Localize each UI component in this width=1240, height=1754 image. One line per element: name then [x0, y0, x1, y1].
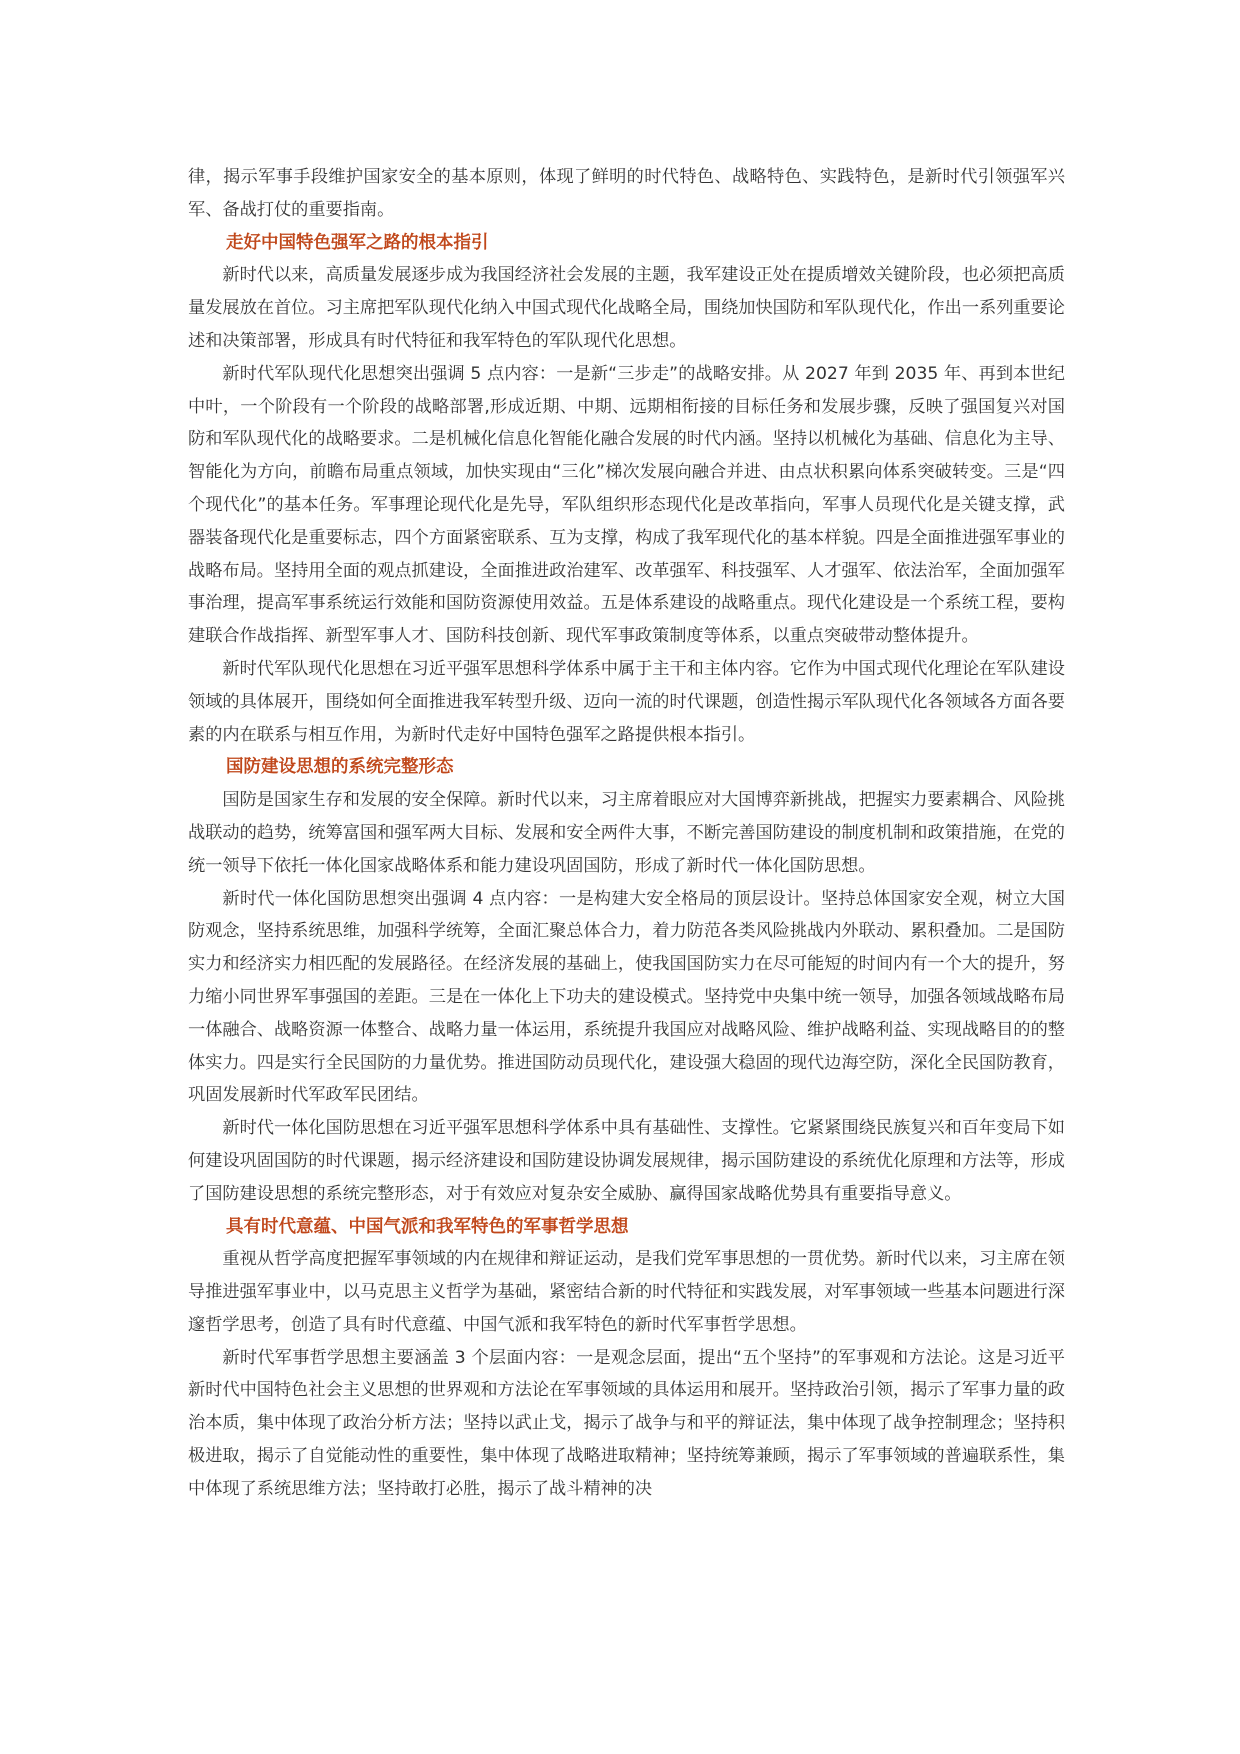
paragraph: 新时代以来，高质量发展逐步成为我国经济社会发展的主题，我军建设正处在提质增效关键阶段，也必须把高质量发展放在首位。习主席把军队现代化纳入中国式现代化战略全局，围绕加快国防和军队现代化，作出一系列重要论述和决策部署，形成具有时代特征和我军特色的军队现代化思想。 [188, 265, 1065, 351]
paragraph: 新时代一体化国防思想在习近平强军思想科学体系中具有基础性、支撑性。它紧紧围绕民族复兴和百年变局下如何建设巩固国防的时代课题，揭示经济建设和国防建设协调发展规律，揭示国防建设的系统优化原理和方法等，形成了国防建设思想的系统完整形态，对于有效应对复杂安全威胁、赢得国家战略优势具有重要指导意义。 [188, 1118, 1065, 1204]
paragraph: 新时代军队现代化思想突出强调 5 点内容：一是新“三步走”的战略安排。从 2027 年到 2035 年、再到本世纪中叶，一个阶段有一个阶段的战略部署,形成近期、中期、远期相衔接的目标任务和发展步骤，反映了强国复兴对国防和军队现代化的战略要求。二是机械化信息化智能化融合发展的时代内涵。坚持以机械化为基础、信息化为主导、智能化为方向，前瞻布局重点领域，加快实现由“三化”梯次发展向融合并进、由点状积累向体系突破转变。三是“四个现代化”的基本任务。军事理论现代化是先导，军队组织形态现代化是改革指向，军事人员现代化是关键支撑，武器装备现代化是重要标志，四个方面紧密联系、互为支撑，构成了我军现代化的基本样貌。四是全面推进强军事业的战略布局。坚持用全面的观点抓建设，全面推进政治建军、改革强军、科技强军、人才强军、依法治军，全面加强军事治理，提高军事系统运行效能和国防资源使用效益。五是体系建设的战略重点。现代化建设是一个系统工程，要构建联合作战指挥、新型军事人才、国防科技创新、现代军事政策制度等体系，以重点突破带动整体提升。 [188, 363, 1065, 647]
section-heading-national-defense: 国防建设思想的系统完整形态 [226, 757, 454, 778]
paragraph: 新时代军事哲学思想主要涵盖 3 个层面内容：一是观念层面，提出“五个坚持”的军事观和方法论。这是习近平新时代中国特色社会主义思想的世界观和方法论在军事领域的具体运用和展开。坚持政治引领，揭示了军事力量的政治本质，集中体现了政治分析方法；坚持以武止戈，揭示了战争与和平的辩证法，集中体现了战争控制理念；坚持积极进取，揭示了自觉能动性的重要性，集中体现了战略进取精神；坚持统筹兼顾，揭示了军事领域的普遍联系性，集中体现了系统思维方法；坚持敢打必胜，揭示了战斗精神的决 [188, 1347, 1065, 1499]
intro-continuation-paragraph: 律，揭示军事手段维护国家安全的基本原则，体现了鲜明的时代特色、战略特色、实践特色，是新时代引领强军兴军、备战打仗的重要指南。 [188, 167, 1065, 220]
paragraph: 重视从哲学高度把握军事领域的内在规律和辩证运动，是我们党军事思想的一贯优势。新时代以来，习主席在领导推进强军事业中，以马克思主义哲学为基础，紧密结合新的时代特征和实践发展，对军事领域一些基本问题进行深邃哲学思考，创造了具有时代意蕴、中国气派和我军特色的新时代军事哲学思想。 [188, 1249, 1065, 1335]
paragraph: 新时代一体化国防思想突出强调 4 点内容：一是构建大安全格局的顶层设计。坚持总体国家安全观，树立大国防观念，坚持系统思维，加强科学统筹，全面汇聚总体合力，着力防范各类风险挑战内外联动、累积叠加。二是国防实力和经济实力相匹配的发展路径。在经济发展的基础上，使我国国防实力在尽可能短的时间内有一个大的提升，努力缩小同世界军事强国的差距。三是在一体化上下功夫的建设模式。坚持党中央集中统一领导，加强各领域战略布局一体融合、战略资源一体整合、战略力量一体运用，系统提升我国应对战略风险、维护战略利益、实现战略目的的整体实力。四是实行全民国防的力量优势。推进国防动员现代化，建设强大稳固的现代边海空防，深化全民国防教育，巩固发展新时代军政军民团结。 [188, 888, 1065, 1106]
section-heading-military-modernization: 走好中国特色强军之路的根本指引 [226, 232, 489, 253]
section-heading-military-philosophy: 具有时代意蕴、中国气派和我军特色的军事哲学思想 [226, 1216, 629, 1237]
article-body [188, 161, 1065, 1506]
paragraph: 国防是国家生存和发展的安全保障。新时代以来，习主席着眼应对大国博弈新挑战，把握实力要素耦合、风险挑战联动的趋势，统筹富国和强军两大目标、发展和安全两件大事，不断完善国防建设的制度机制和政策措施，在党的统一领导下依托一体化国家战略体系和能力建设巩固国防，形成了新时代一体化国防思想。 [188, 790, 1065, 876]
paragraph: 新时代军队现代化思想在习近平强军思想科学体系中属于主干和主体内容。它作为中国式现代化理论在军队建设领域的具体展开，围绕如何全面推进我军转型升级、迈向一流的时代课题，创造性揭示军队现代化各领域各方面各要素的内在联系与相互作用，为新时代走好中国特色强军之路提供根本指引。 [188, 658, 1065, 745]
